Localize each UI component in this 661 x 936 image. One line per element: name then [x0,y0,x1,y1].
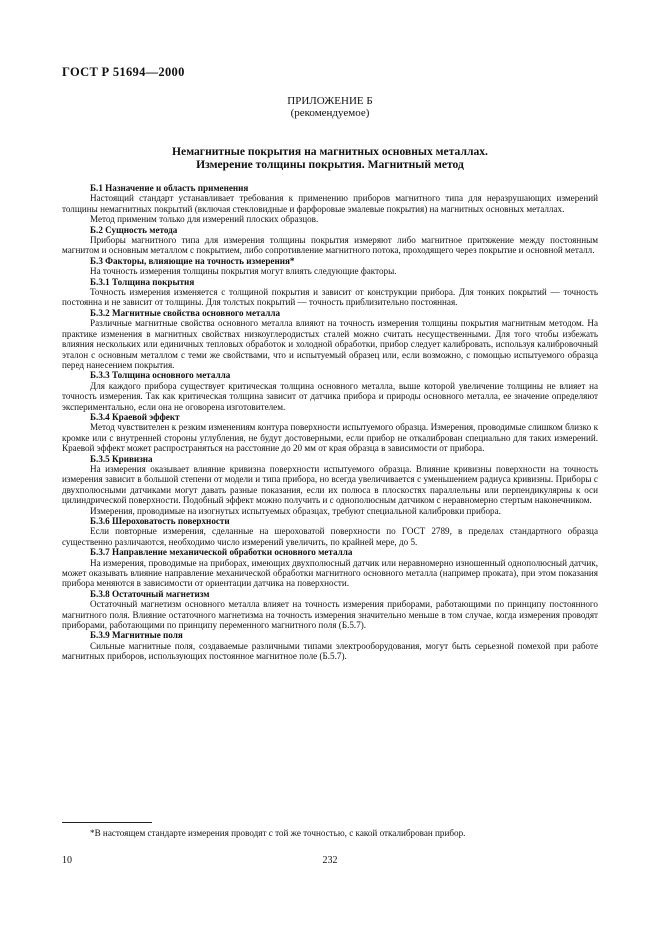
paragraph: Метод чувствителен к резким изменениям контура поверхности испытуемого образца. Измерения, проводимые слишком близко к кромке или с внутренней стороны углубления, не будут достоверными, если прибор не откалиброван специально для таких измерений. Краевой эффект может распространяться на расстояние до 20 мм от края образца в зависимости от прибора. [62,422,598,454]
document-body [62,183,598,662]
section-heading-b3-4: Б.3.4 Краевой эффект [90,411,180,422]
footnote-divider [62,822,152,823]
section-heading-b3-6: Б.3.6 Шероховатость поверхности [90,516,230,526]
paragraph: Метод применим только для измерений плоских образцов. [90,214,319,225]
page-number-left: 10 [62,855,72,866]
section-heading-b3-7: Б.3.7 Направление механической обработки основного металла [90,547,353,558]
paragraph: На измерения оказывает влияние кривизна поверхности испытуемого образца. Влияние кривизны поверхности на точность измерения зависит в большой степени от модели и типа прибора, но всегда увеличивается с уменьшением радиуса кривизны. Приборы с двухполюсными датчиками могут давать разные показания, если их полюса в плоскостях параллельны или перпендикулярны к оси цилиндрической поверхности. Подобный эффект можно получить и с однополюсным датчиком с неравномерно стертым наконечником. [62,463,598,506]
title-line-1: Немагнитные покрытия на магнитных основных металлах. [172,145,488,158]
doc-code-header: ГОСТ Р 51694—2000 [62,65,185,79]
appendix-subtitle: (рекомендуемое) [290,107,370,119]
section-heading-b3-5: Б.3.5 Кривизна [90,453,153,464]
section-heading-b3-1: Б.3.1 Толщина покрытия [90,276,195,287]
paragraph: Различные магнитные свойства основного металла влияют на точность измерения толщины покрытия магнитным методом. На практике изменения в магнитных свойствах низкоуглеродистых сталей можно считать несущественными. Для того чтобы избежать влияния нескольких или единичных тепловых обработок и холодной обработки, прибор следует калибровать, используя калибровочный эталон с основным металлом с теми же свойствами, что и испытуемый образец или, если возможно, с помощью испытуемого образца перед нанесением покрытия. [62,318,598,370]
section-heading-b3-2: Б.3.2 Магнитные свойства основного металла [90,307,281,318]
paragraph: Остаточный магнетизм основного металла влияет на точность измерения приборами, работающими по принципу постоянного магнитного поля. Влияние остаточного магнетизма на точность измерения значительно меньше в том случае, когда измерения проводят приборами, работающими по принципу переменного магнитного поля (Б.5.7). [62,599,598,631]
section-heading-b2: Б.2 Сущность метода [90,224,178,235]
paragraph: Если повторные измерения, сделанные на шероховатой поверхности по ГОСТ 2789, в пределах стандартного образца существенно различаются, необходимо число измерений увеличить, по крайней мере, до 5. [62,526,598,547]
paragraph: Приборы магнитного типа для измерения толщины покрытия измеряют либо магнитное притяжение между постоянным магнитом и основным металлом с покрытием, либо сопротивление магнитного потока, проходящего через покрытие и основной металл. [62,235,598,256]
paragraph: Точность измерения изменяется с толщиной покрытия и зависит от конструкции прибора. Для тонких покрытий — точность постоянна и не зависит от толщины. Для толстых покрытий — точность приблизительно постоянная. [62,287,598,308]
footnote: *В настоящем стандарте измерения проводят с той же точностью, с какой откалиброван прибор. [90,828,466,838]
section-heading-b1: Б.1 Назначение и область применения [90,183,249,193]
page-number-center: 232 [322,855,338,866]
paragraph: Сильные магнитные поля, создаваемые различными типами электрооборудования, могут быть серьезной помехой при работе магнитных приборов, использующих постоянное магнитное поле (Б.5.7). [62,640,598,662]
title-line-2: Измерение толщины покрытия. Магнитный метод [196,158,464,171]
section-heading-b3: Б.3 Факторы, влияющие на точность измерения* [90,255,295,266]
appendix-title: ПРИЛОЖЕНИЕ Б [287,95,373,107]
appendix-heading [62,95,598,119]
paragraph: Измерения, проводимые на изогнутых испытуемых образцах, требуют специальной калибровки прибора. [90,505,501,516]
section-heading-b3-3: Б.3.3 Толщина основного металла [90,370,231,381]
document-title [62,145,598,171]
section-heading-b3-9: Б.3.9 Магнитные поля [90,630,183,641]
paragraph: На точность измерения толщины покрытия могут влиять следующие факторы. [90,266,397,277]
paragraph: Для каждого прибора существует критическая толщина основного металла, выше которой увеличение толщины не влияет на точность измерения. Так как критическая толщина зависит от датчика прибора и природы основного металла, ее значение определяют экспериментально, если она не оговорена изготовителем. [62,380,598,412]
paragraph: На измерения, проводимые на приборах, имеющих двухполюсный датчик или неравномерно изношенный однополюсный датчик, может оказывать влияние направление механической обработки магнитного основного металла (например проката), при этом показания прибора меняются в зависимости от ориентации датчика на поверхности. [62,557,598,589]
paragraph: Настоящий стандарт устанавливает требования к применению приборов магнитного типа для неразрушающих измерений толщины немагнитных покрытий (включая стекловидные и фарфоровые эмалевые покрытия) на магнитных основных металлах. [62,193,598,214]
section-heading-b3-8: Б.3.8 Остаточный магнетизм [90,588,210,599]
